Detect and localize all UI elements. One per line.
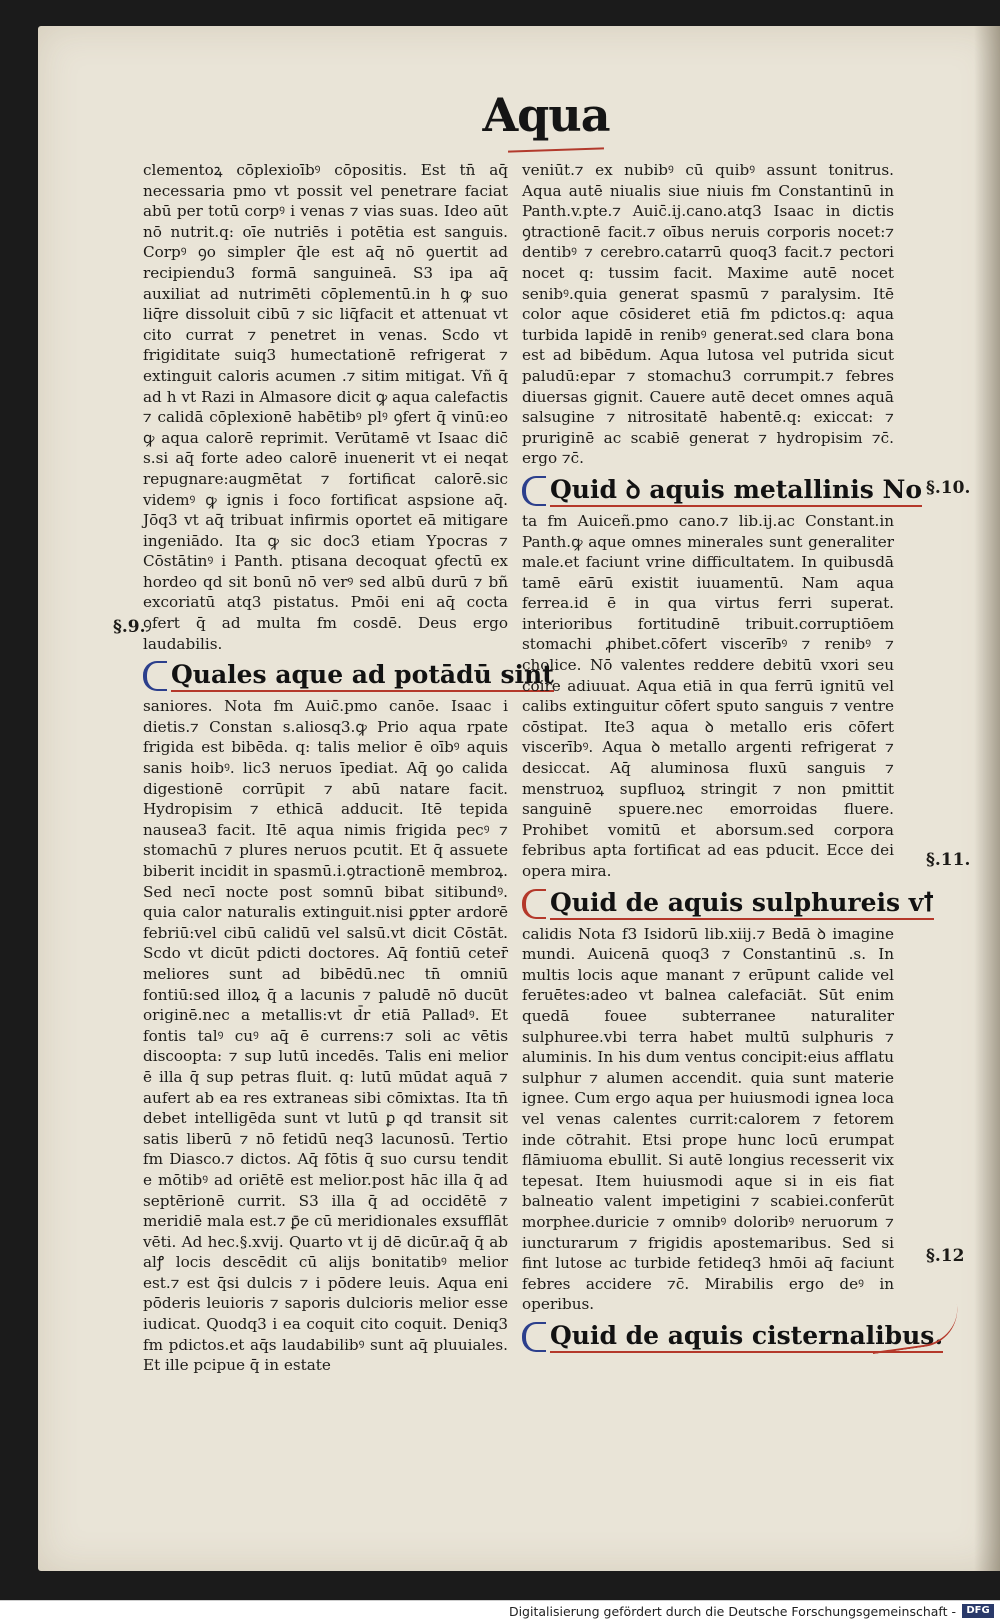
margin-note-s12: §.12 [926,1246,965,1266]
initial-capital-icon [522,889,546,919]
running-head-rule [508,147,604,152]
section-heading-12 [522,1320,944,1353]
initial-capital-icon [522,476,546,506]
left-paragraph-top: clementoꝝ cōplexioībꝰ cōpositis. Est tn̄ aq̄ necessaria pmo vt possit vel penetrare faciat abū per totū corpꝰ i venas ⁊ vias suas. Ideo aūt nō nutrit.q: oīe nutriēs i potētia est sanguis. Corpꝰ ꝯo simpler q̄le est aq̄ nō ꝯuertit ad recipiendu3 formā sanguineā. S3 ipa aq̄ auxiliat ad nutrimēti cōplementū.in h ꝙ suo liq̄re dissoluit cibū ⁊ sic liq̄facit et attenuat vt cito currat ⁊ penetret in venas. Scdo vt frigiditate suiq3 humectationē refrigerat ⁊ extinguit caloris acumen .⁊ sitim mitigat. Vñ q̄ ad h vt Razi in Almasore dicit ꝙ aqua calefactis ⁊ calidā cōplexionē habētibꝰ plꝰ ꝯfert q̄ vinū:eo ꝙ aqua calorē reprimit. Verūtamē vt Isaac dic̄ s.si aq̄ forte adeo calorē inuenerit vt ei neqat repugnare:augmētat ⁊ fortificat calorē.sic videmꝰ ꝙ ignis i foco fortificat aspsione aq̄. Jōq3 vt aq̄ tribuat infirmis oportet eā mitigare ingeniādo. Ita ꝙ sic doc3 etiam Ypocras ⁊ Cōstātinꝰ i Panth. ptisana decoquat ꝯfectū ex hordeo qd sit bonū nō verꝰ sed albū durū ⁊ bñ excoriatū atq3 pistatus. Pmōi eni aq̄ cocta ꝯfert q̄ ad multa fm cosdē. Deus ergo laudabilis. [143,161,508,653]
section-heading-11 [522,887,934,920]
initial-capital-icon [522,1322,546,1352]
footer-credit: Digitalisierung gefördert durch die Deutsche Forschungsgemeinschaft - [508,1604,956,1619]
running-head: Aqua [482,88,610,142]
right-paragraph-section-11: calidis Nota f3 Isidorū lib.xiij.⁊ Bedā ꝺ imagine mundi. Auicenā quoq3 ⁊ Constantinū .s. In multis locis aque manant ⁊ erūpunt calide vel feruētes:adeo vt balnea calefaciāt. Sūt enim quedā fouee subterranee naturaliter sulphuree.vbi terra habet multū sulphuris ⁊ aluminis. In his dum ventus concipit:eius afflatu sulphur ⁊ alumen accendit. quia sunt materie ignee. Cum ergo aqua per huiusmodi ignea loca vel venas calentes currit:calorem ⁊ fetorem inde cōtrahit. Etsi prope hunc locū erumpat flāmiuoma ebullit. Si autē longius recesserit vix tepesat. Item huiusmodi aque si in eis fiat balneatio valent impetigini ⁊ scabiei.conferūt morphee.duricie ⁊ omnibꝰ doloribꝰ neruorum ⁊ iuncturarum ⁊ frigidis apostemaribus. Sed si fint lutose ac turbide fetideq3 hmōi aq̄ faciunt febres accidere ⁊c̄. Mirabilis ergo deꝰ in operibus. [522,924,894,1314]
section-heading-11-text: Quid de aquis sulphureis vꝉ [550,888,934,920]
left-column [143,160,554,1376]
dfg-logo[interactable]: DFG [962,1604,994,1618]
right-paragraph-top: veniūt.⁊ ex nubibꝰ cū quibꝰ assunt tonitrus. Aqua autē niualis siue niuis fm Constantinū in Panth.v.pte.⁊ Auic̄.ij.cano.atq3 Isaac in dictis ꝯtractionē facit.⁊ oībus neruis corporis nocet:⁊ dentibꝰ ⁊ cerebro.catarrū quoq3 facit.⁊ pectori nocet q: tussim facit. Maxime autē nocet senibꝰ.quia generat spasmū ⁊ paralysim. Itē color aque cōsideret etiā fm pdictos.q: aqua turbida lapidē in renibꝰ generat.sed clara bona est ad bibēdum. Aqua lutosa vel putrida sicut paludū:epar ⁊ stomachu3 corrumpit.⁊ febres diuersas gignit. Cauere autē decet omnes aquā salsugine ⁊ nitrositatē habentē.q: exiccat: ⁊ pruriginē ac scabiē generat ⁊ hydropisim ⁊c̄. ergo ⁊c̄. [522,161,894,468]
margin-note-s10: §.10. [926,478,971,498]
margin-note-s9: §.9. [113,617,146,637]
initial-capital-icon [143,661,167,691]
margin-note-s11: §.11. [926,850,971,870]
section-heading-10-text: Quid ꝺ aquis metallinis No [550,475,922,507]
section-heading-9 [143,660,554,692]
right-paragraph-section-10: ta fm Auiceñ.pmo cano.⁊ lib.ij.ac Constant.in Panth.ꝙ aque omnes minerales sunt generaliter male.et faciunt vrine difficultatem. In quibusdā tamē eārū existit iuuamentū. Nam aqua ferrea.id ē in qua virtus ferri superat. interioribus fortitudinē tribuit.corruptiōem stomachi ꝓhibet.cōfert viscerībꝰ ⁊ renibꝰ ⁊ cholice. Nō valentes reddere debitū vxori seu coire adiuuat. Aqua etiā in qua ferrū ignitū vel calibs extinguitur cōfert sputo sanguis ⁊ ventre cōstipat. Ite3 aqua ꝺ metallo eris cōfert viscerībꝰ. Aqua ꝺ metallo argenti refrigerat ⁊ desiccat. Aq̄ aluminosa fluxū sanguis ⁊ menstruoꝝ supfluoꝝ stringit ⁊ non pmittit sanguinē spuere.nec emorroidas fluere. Prohibet vomitū et aborsum.sed corpora febribus apta fortificat ad eas pducit. Ecce dei opera mira. [522,511,894,880]
right-column [522,160,944,1357]
section-heading-12-text: Quid de aquis cisternalibus. [550,1321,943,1353]
section-heading-10 [522,474,923,507]
footer-bar [0,1600,1000,1622]
section-heading-9-text: Quales aque ad potādū sint [171,660,554,692]
left-paragraph-section-9: saniores. Nota fm Auic̄.pmo canōe. Isaac i dietis.⁊ Constan s.aliosq3.ꝙ Prio aqua rpate frigida est bibēda. q: talis melior ē oībꝰ aquis sanis hoibꝰ. lic3 neruos īpediat. Aq̄ ꝯo calida digestionē corrūpit ⁊ abū natare facit. Hydropisim ⁊ ethicā adducit. Itē tepida nausea3 facit. Itē aqua nimis frigida pecꝰ ⁊ stomachū ⁊ plures neruos pcutit. Et q̄ assuete biberit incidit in spasmū.i.ꝯtractionē membroꝝ. Sed necī nocte post somnū bibat sitibundꝰ. quia calor naturalis extinguit.nisi ꝑpter ardorē febriū:vel cibū calidū vel salsū.vt dicit Cōstāt. Scdo vt dicūt pdicti doctores. Aq̄ fontiū ceter̄ meliores sunt ad bibēdū.nec tn̄ omniū fontiū:sed illoꝝ q̄ a lacunis ⁊ paludē nō ducūt originē.nec a metallis:vt d̄r etiā Palladꝰ. Et fontis talꝰ cuꝰ aq̄ ē currens:⁊ soli ac vētis discoopta: ⁊ sup lutū incedēs. Talis eni melior ē illa q̄ sup petras fluit. q: lutū mūdat aquā ⁊ aufert ab ea res extraneas sibi cōmixtas. Ita tn̄ debet intelligēda sunt vt lutū ꝑ qd transit sit satis liberū ⁊ nō fetidū neq3 lacunosū. Tertio fm Diasco.⁊ dictos. Aq̄ fōtis q̄ suo cursu tendit e mōtibꝰ ad oriētē est melior.post hāc illa q̄ ad septērionē currit. S3 illa q̄ ad occidētē ⁊ meridiē mala est.⁊ ꝑ̄e cū meridionales exsufflāt vēti. Ad hec.§.xvij. Quarto vt ij dē dicūr.aq̄ q̄ ab alꝭ locis descēdit cū alijs bonitatibꝰ melior est.⁊ est q̄si dulcis ⁊ i pōdere leuis. Aqua eni pōderis leuioris ⁊ saporis dulcioris melior esse iudicat. Quodq3 i ea coquit cito coquit. Deniq3 fm pdictos.et aq̄s laudabilibꝰ sunt aq̄ pluuiales. Et ille pcipue q̄ in estate [143,697,508,1375]
